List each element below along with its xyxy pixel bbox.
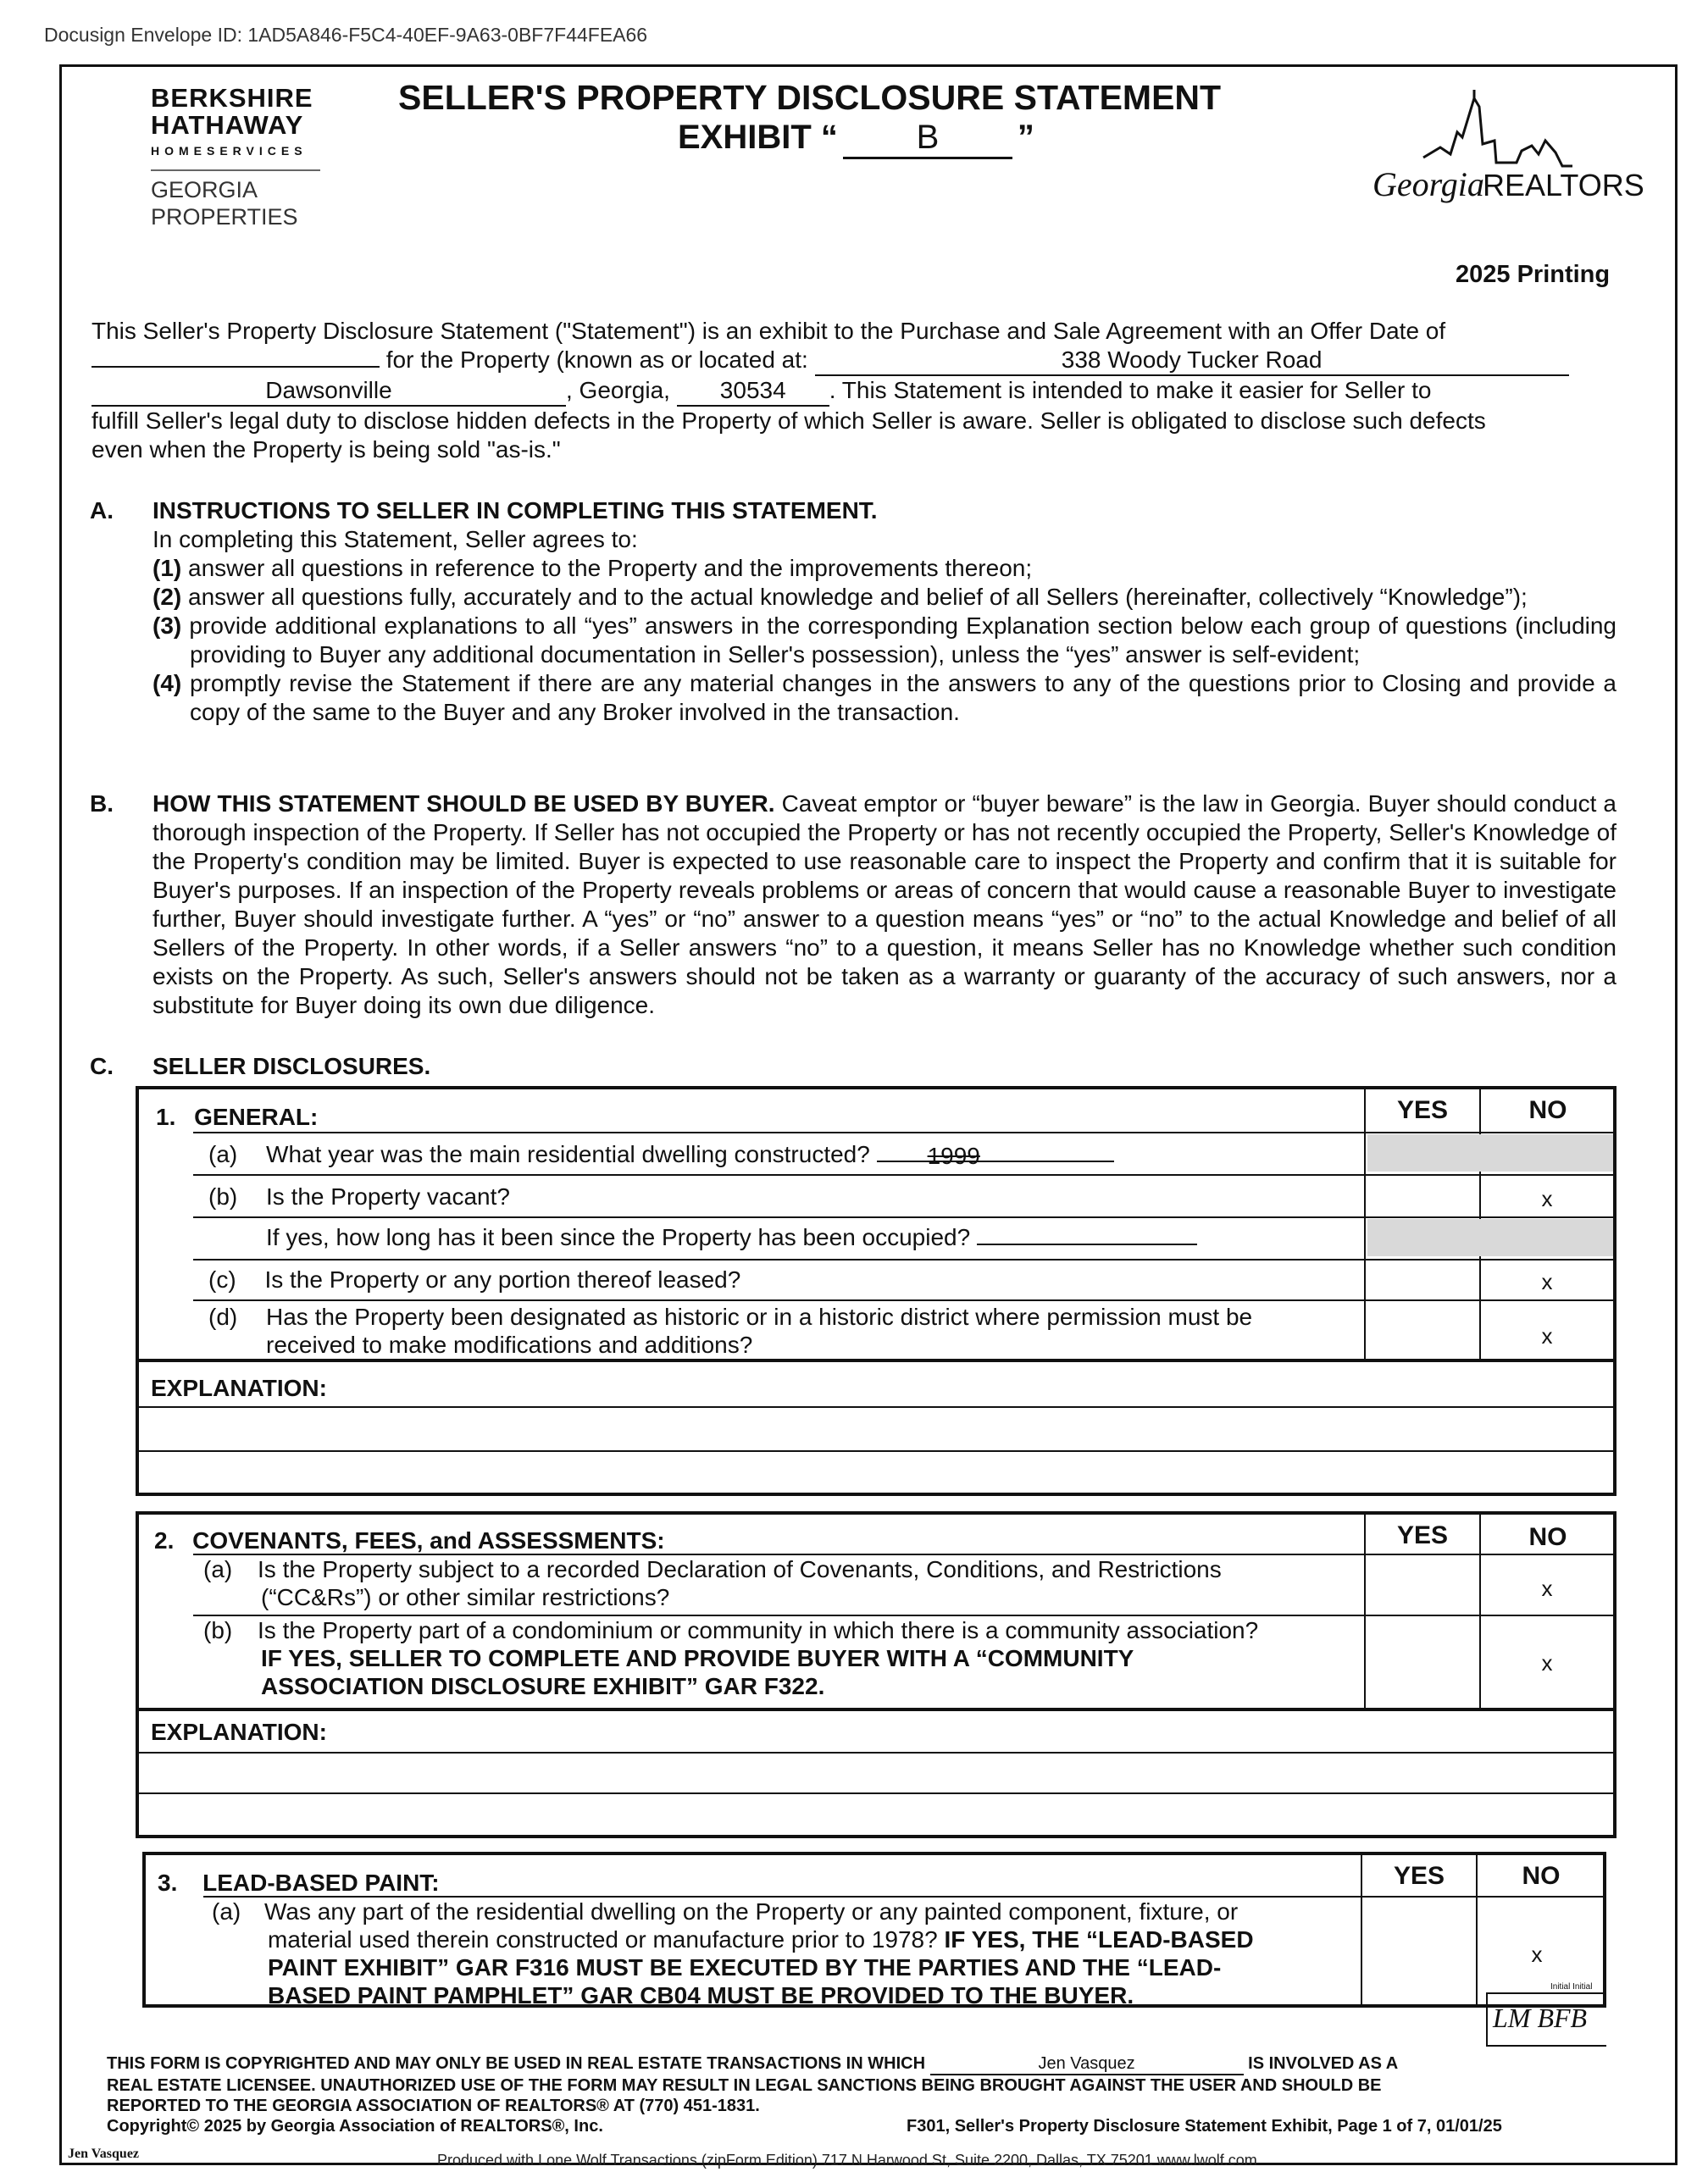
- explanation-label: EXPLANATION:: [151, 1375, 327, 1401]
- shaded-cell: [1367, 1134, 1613, 1172]
- page-title: SELLER'S PROPERTY DISCLOSURE STATEMENT: [398, 78, 1222, 117]
- brand-name: BERKSHIRE HATHAWAY: [151, 83, 313, 140]
- answer-no-mark: x: [1531, 1942, 1543, 1967]
- question-1b: (b) Is the Property vacant?: [208, 1183, 510, 1210]
- exhibit-label: EXHIBIT “ B ”: [678, 119, 1034, 159]
- envelope-id: Docusign Envelope ID: 1AD5A846-F5C4-40EF-9A63-0BF7F44FEA66: [44, 24, 648, 46]
- intro-paragraph: This Seller's Property Disclosure Statement ("Statement") is an exhibit to the Purchase and Sale Agreement with an Offer Date of for the Property (known as or located at: 338 Woody Tucker Road Dawsonville , Georgia, 30534 . This Statement is intended to make it easier for Seller to fulfill Seller's legal duty to disclose hidden defects in the Property of which Seller is aware. Seller is obligated to disclose such defects even when the Property is being sold "as-is.": [92, 317, 1616, 464]
- property-zip: 30534: [677, 376, 829, 407]
- exhibit-value: B: [843, 119, 1012, 159]
- instruction-item: (2) answer all questions fully, accurately and to the actual knowledge and belief of all Sellers (hereinafter, collectively “Knowledge”);: [152, 584, 1528, 610]
- property-address: 338 Woody Tucker Road: [815, 346, 1569, 376]
- produced-with: Produced with Lone Wolf Transactions (zipForm Edition) 717 N Harwood St, Suite 2200, Dallas, TX 75201 www.lwolf.com: [437, 2152, 1257, 2169]
- property-city: Dawsonville: [92, 376, 566, 407]
- initials-label: Initial Initial: [1550, 1982, 1593, 1992]
- year-built: 1999: [927, 1143, 980, 1169]
- answer-no-mark: x: [1541, 1650, 1553, 1676]
- question-1b-followup: If yes, how long has it been since the Property has been occupied?: [266, 1223, 1197, 1251]
- printing-year: 2025 Printing: [1456, 261, 1611, 288]
- group1-title: 1. GENERAL:: [156, 1104, 319, 1130]
- question-3a: (a) Was any part of the residential dwelling on the Property or any painted component, fixture, or material used therein constructed or manufacture prior to 1978? IF YES, THE “LEAD-BASED PAINT EXHIBIT” GAR F316 MUST BE EXECUTED BY THE PARTIES AND THE “LEAD- BASED PAINT PAMPHLET” GAR CB04 MUST BE PROVIDED TO THE BUYER.: [212, 1898, 1254, 2008]
- explanation-box: [136, 1711, 1616, 1838]
- answer-no-mark: x: [1541, 1186, 1553, 1211]
- agent-name-small: Jen Vasquez: [68, 2147, 140, 2161]
- answer-no-mark: x: [1541, 1269, 1553, 1294]
- group3-title: 3. LEAD-BASED PAINT:: [158, 1870, 440, 1896]
- form-id: F301, Seller's Property Disclosure Statement Exhibit, Page 1 of 7, 01/01/25: [907, 2117, 1502, 2136]
- yes-header: YES: [1396, 1521, 1449, 1549]
- question-1c: (c) Is the Property or any portion thereof leased?: [208, 1266, 741, 1293]
- no-header: NO: [1528, 1523, 1567, 1551]
- section-a: INSTRUCTIONS TO SELLER IN COMPLETING THIS STATEMENT. In completing this Statement, Seller agrees to: (1) answer all questions in reference to the Property and the improvements thereon; (2) answer all questions fully, accurately and to the actual knowledge and belief of all Sellers (hereinafter, collectively “Knowledge”); (3) provide additional explanations to all “yes” answers in the corresponding Explanation section below each group of questions (including providing to Buyer any additional documentation in Seller's possession), unless the “yes” answer is self-evident; (4) promptly revise the Statement if there are any material changes in the answers to any of the questions prior to Closing and provide a copy of the same to the Buyer and any Broker involved in the transaction.: [152, 497, 1617, 725]
- question-1a: (a) What year was the main residential dwelling constructed? 1999: [208, 1140, 1114, 1168]
- section-c-heading: SELLER DISCLOSURES.: [152, 1053, 431, 1079]
- question-2b: (b) Is the Property part of a condominium or community in which there is a community association? IF YES, SELLER TO COMPLETE AND PROVIDE BUYER WITH A “COMMUNITY ASSOCIATION DISCLOSURE EXHIBIT” GAR F322.: [203, 1617, 1259, 1699]
- section-a-heading: INSTRUCTIONS TO SELLER IN COMPLETING THIS STATEMENT.: [152, 497, 878, 524]
- question-1d: (d) Has the Property been designated as historic or in a historic district where permission must be received to make modifications and additions?: [208, 1304, 1253, 1358]
- instruction-item: (3) provide additional explanations to all “yes” answers in the corresponding Explanation section below each group of questions (including providing to Buyer any additional documentation in Seller's possession), unless the “yes” answer is self-evident;: [152, 612, 1617, 668]
- shaded-cell: [1367, 1219, 1613, 1256]
- explanation-label: EXPLANATION:: [151, 1719, 327, 1745]
- section-c-letter: C.: [90, 1053, 114, 1079]
- licensee-name: Jen Vasquez: [930, 2053, 1244, 2075]
- brand-region: GEORGIA PROPERTIES: [151, 177, 298, 230]
- question-2a: (a) Is the Property subject to a recorded Declaration of Covenants, Conditions, and Restrictions (“CC&Rs”) or other similar restrictions?: [203, 1556, 1222, 1610]
- no-header: NO: [1522, 1862, 1561, 1890]
- svg-text:REALTORS: REALTORS: [1483, 168, 1644, 202]
- section-b-letter: B.: [90, 790, 114, 817]
- initials-signature: LM BFB: [1493, 2003, 1588, 2033]
- section-a-letter: A.: [90, 497, 114, 524]
- svg-text:Georgia: Georgia: [1372, 165, 1484, 203]
- answer-no-mark: x: [1541, 1576, 1553, 1601]
- georgia-realtors-logo: [1356, 81, 1644, 217]
- yes-header: YES: [1396, 1096, 1449, 1124]
- brand-divider: [151, 169, 320, 171]
- yes-header: YES: [1393, 1862, 1445, 1890]
- copyright-footer: THIS FORM IS COPYRIGHTED AND MAY ONLY BE USED IN REAL ESTATE TRANSACTIONS IN WHICH Jen Vasquez IS INVOLVED AS A REAL ESTATE LICENSEE. UNAUTHORIZED USE OF THE FORM MAY RESULT IN LEGAL SANCTIONS BEING BROUGHT AGAINST THE USER AND SHOULD BE REPORTED TO THE GEORGIA ASSOCIATION OF REALTORS® AT (770) 451-1831. Copyright© 2025 by Georgia Association of REALTORS®, Inc.: [107, 2054, 1399, 2136]
- explanation-box: [136, 1362, 1616, 1496]
- brand-subtitle: HOMESERVICES: [151, 144, 308, 158]
- group2-title: 2. COVENANTS, FEES, and ASSESSMENTS:: [154, 1527, 665, 1554]
- instruction-item: (4) promptly revise the Statement if there are any material changes in the answers to any of the questions prior to Closing and provide a copy of the same to the Buyer and any Broker involved in the transaction.: [152, 670, 1617, 725]
- no-header: NO: [1528, 1096, 1567, 1124]
- answer-no-mark: x: [1541, 1323, 1553, 1349]
- section-b: HOW THIS STATEMENT SHOULD BE USED BY BUYER. Caveat emptor or “buyer beware” is the law in Georgia. Buyer should conduct a thorough inspection of the Property. If Seller has not occupied the Property or has not recently occupied the Property, Seller's Knowledge of the Property's condition may be limited. Buyer is expected to use reasonable care to inspect the Property and confirm that it is suitable for Buyer's purposes. If an inspection of the Property reveals problems or areas of concern that would cause a reasonable Buyer to investigate further, Buyer should investigate further. A “yes” or “no” answer to a question means “yes” or “no” to the actual Knowledge and belief of all Sellers of the Property. In other words, if a Seller answers “no” to a question, it means Seller has no Knowledge whether such condition exists on the Property. As such, Seller's answers should not be taken as a warranty or guaranty of the accuracy of such answers, nor a substitute for Buyer doing its own due diligence.: [152, 790, 1617, 1018]
- instruction-item: (1) answer all questions in reference to the Property and the improvements thereon;: [152, 555, 1033, 581]
